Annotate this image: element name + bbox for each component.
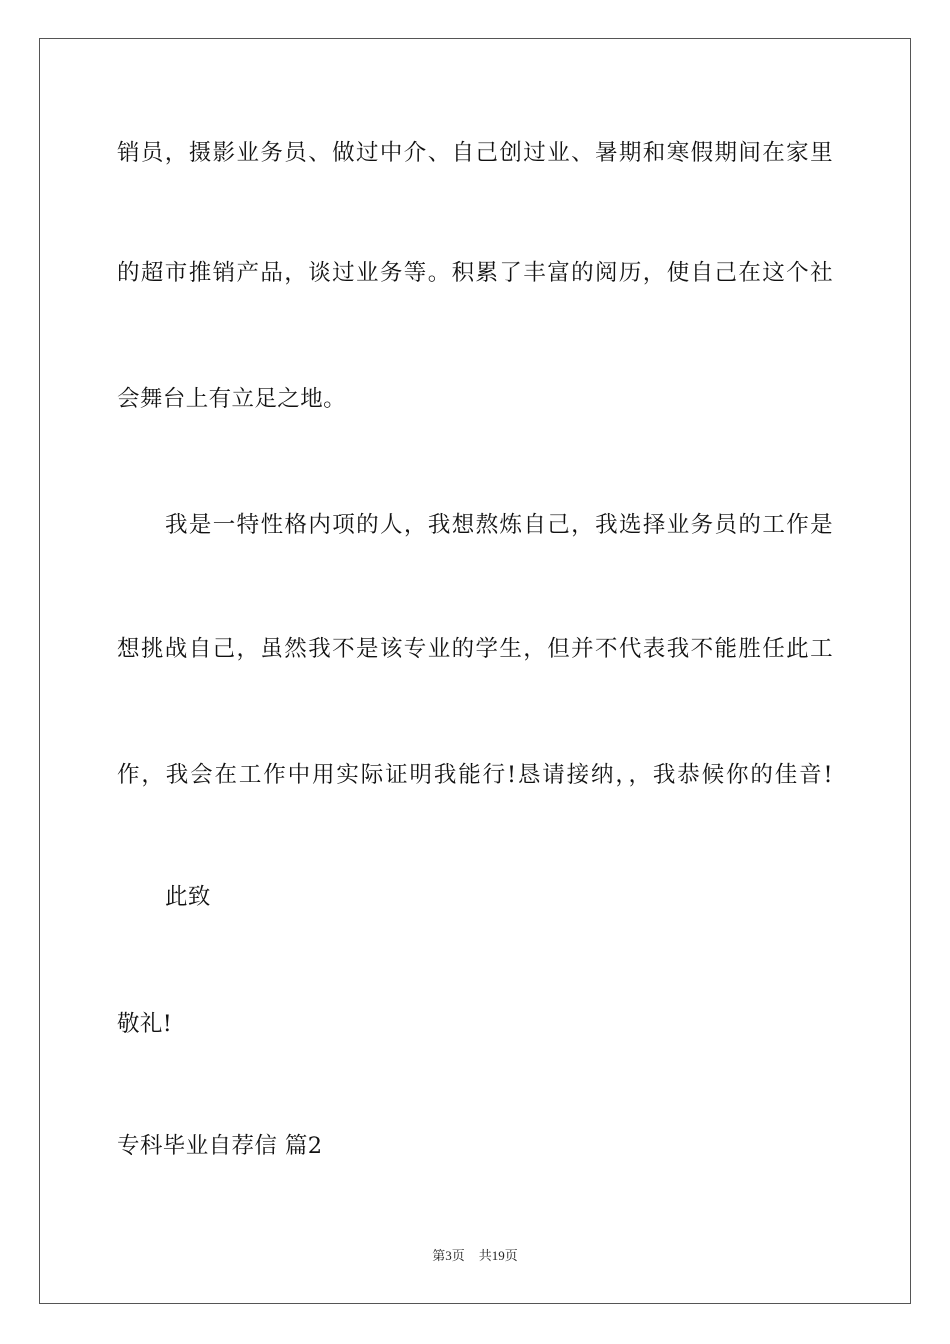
paragraph-1-line-1: 销员，摄影业务员、做过中介、自己创过业、暑期和寒假期间在家里 — [117, 140, 833, 166]
section-heading: 专科毕业自荐信 篇2 — [117, 1133, 323, 1159]
page-total: 共19页 — [478, 1248, 518, 1263]
paragraph-2-line-3: 作，我会在工作中用实际证明我能行!恳请接纳，，我恭候你的佳音! — [117, 762, 833, 788]
paragraph-1-line-2: 的超市推销产品，谈过业务等。积累了丰富的阅历，使自己在这个社 — [117, 260, 833, 286]
closing: 敬礼! — [117, 1011, 173, 1037]
page-number: 第3页 — [432, 1248, 465, 1263]
paragraph-2-line-2: 想挑战自己，虽然我不是该专业的学生，但并不代表我不能胜任此工 — [117, 636, 833, 662]
paragraph-1-line-3: 会舞台上有立足之地。 — [117, 386, 347, 412]
page-border — [39, 38, 911, 1304]
salutation: 此致 — [165, 884, 211, 910]
paragraph-2-line-1: 我是一特性格内项的人，我想熬炼自己，我选择业务员的工作是 — [165, 512, 833, 538]
page-footer — [0, 1247, 950, 1265]
